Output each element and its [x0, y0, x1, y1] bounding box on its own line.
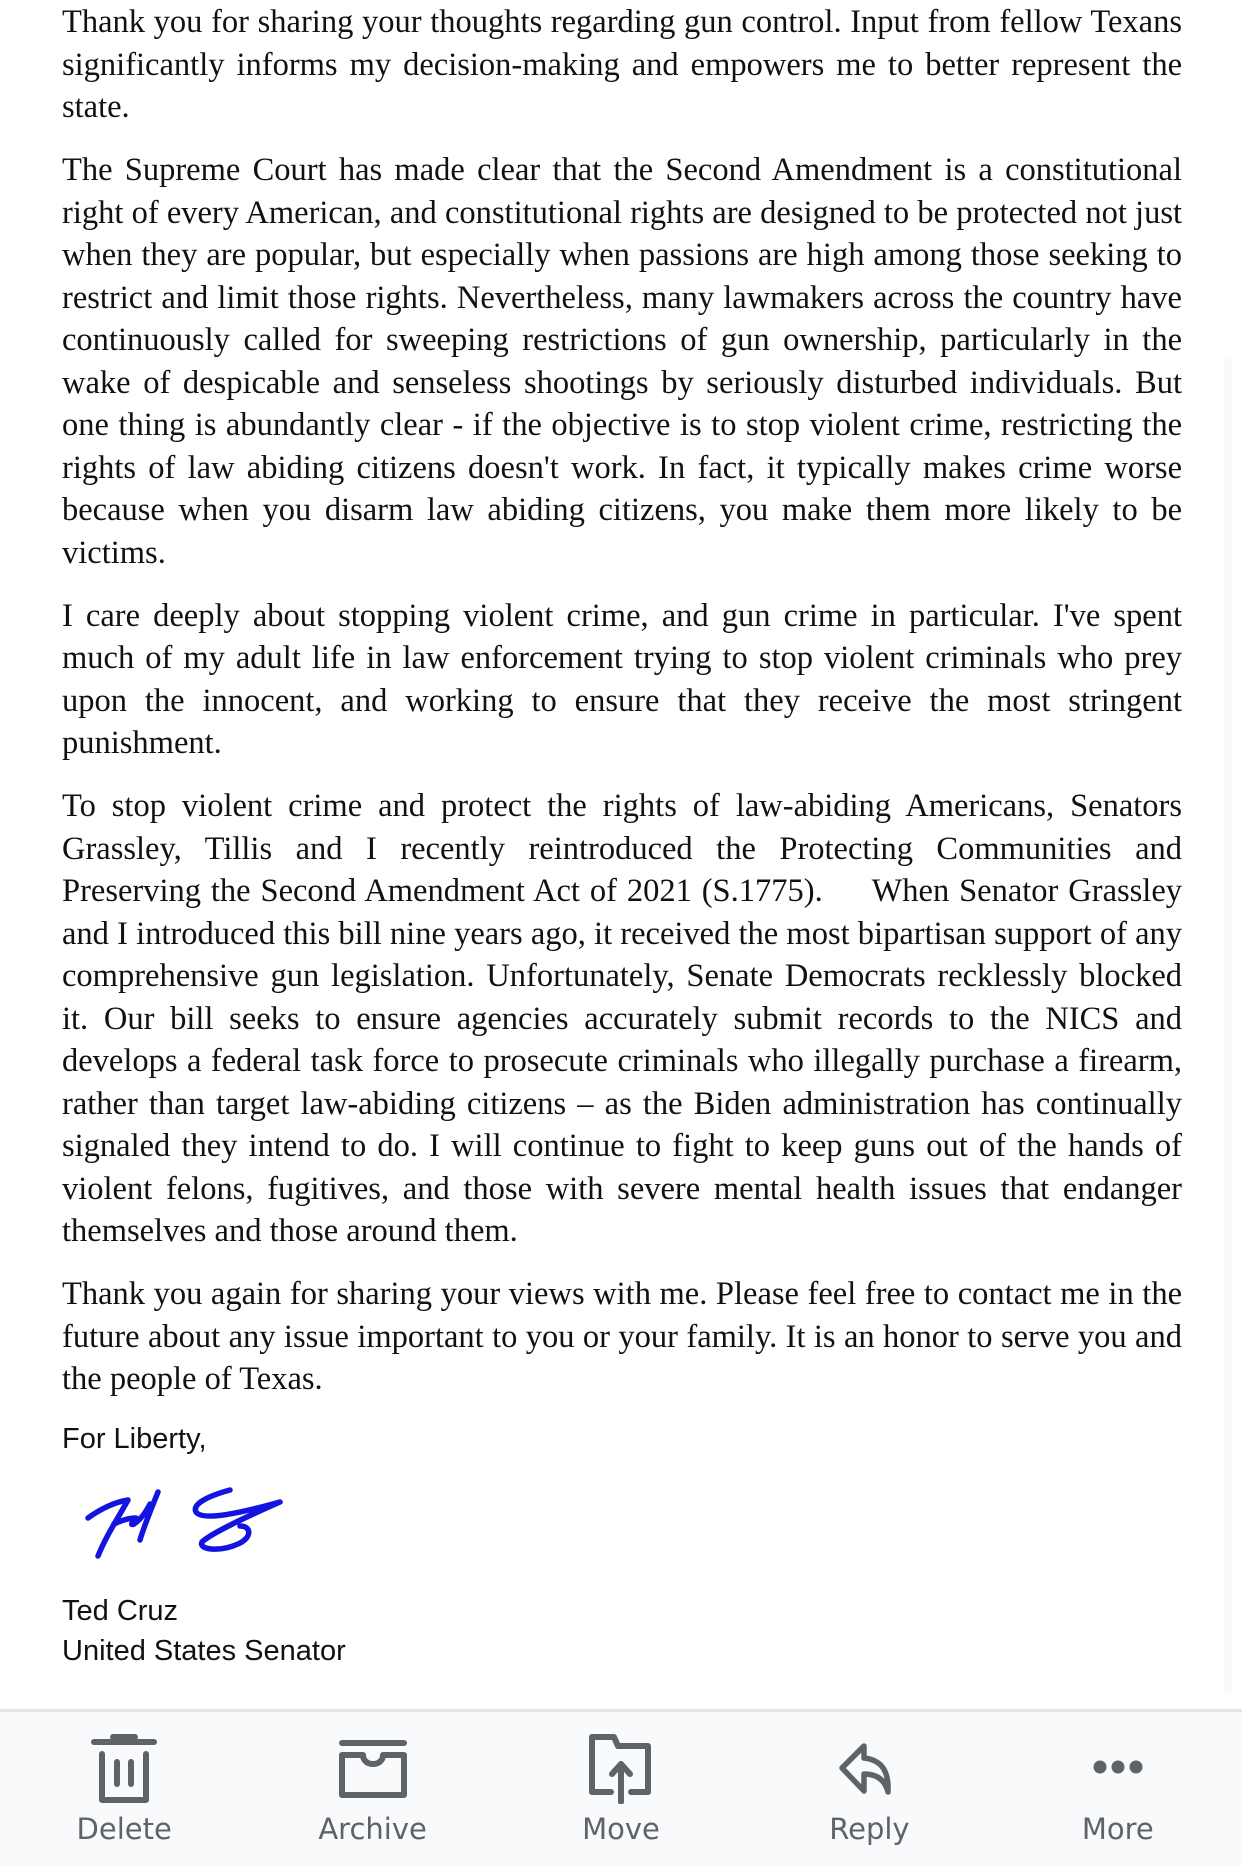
reply-button[interactable] [745, 1712, 993, 1866]
archive-tray-icon [333, 1734, 413, 1804]
email-paragraph: I care deeply about stopping violent crime, and gun crime in particular. I've spent much of my adult life in law enforcement trying to stop violent criminals who prey upon the innocent, and working to ensure that they receive the most stringent punishment. [62, 597, 1182, 761]
archive-button[interactable] [248, 1712, 496, 1866]
more-button[interactable] [994, 1712, 1242, 1866]
email-action-toolbar [0, 1712, 1242, 1866]
handwritten-signature-icon [80, 1482, 286, 1568]
delete-button[interactable] [0, 1712, 248, 1866]
signature-image [80, 1482, 286, 1568]
delete-label: Delete [76, 1812, 172, 1846]
reply-arrow-icon [829, 1734, 909, 1804]
sender-name: Ted Cruz [62, 1595, 179, 1627]
sender-title: United States Senator [62, 1635, 346, 1667]
email-paragraph: Thank you for sharing your thoughts regarding gun control. Input from fellow Texans significantly informs my decision-making and empowers me to better represent the state. [62, 4, 1182, 125]
move-label: Move [582, 1812, 660, 1846]
more-dots-icon [1078, 1734, 1158, 1804]
more-label: More [1081, 1812, 1154, 1846]
email-paragraph: The Supreme Court has made clear that the Second Amendment is a constitutional right of every American, and constitutional rights are designed to be protected not just when they are popular, but especially when passions are high among those seeking to restrict and limit those rights. Nevertheless, many lawmakers across the country have continuously called for sweeping restrictions of gun ownership, particularly in the wake of despicable and senseless shootings by seriously disturbed individuals. But one thing is abundantly clear - if the objective is to stop violent crime, restricting the rights of law abiding citizens doesn't work. In fact, it typically makes crime worse because when you disarm law abiding citizens, you make them more likely to be victims. [62, 152, 1182, 571]
closing-salutation: For Liberty, [62, 1423, 207, 1455]
sender-signature-block [62, 1591, 346, 1671]
archive-label: Archive [318, 1812, 427, 1846]
email-paragraph: Thank you again for sharing your views with me. Please feel free to contact me in the future about any issue important to you or your family. It is an honor to serve you and the people of Texas. [62, 1276, 1182, 1397]
move-button[interactable] [497, 1712, 745, 1866]
email-paragraph: To stop violent crime and protect the rights of law-abiding Americans, Senators Grassley, Tillis and I recently reintroduced the Protecting Communities and Preserving the Second Amendment Act of 2021 (S.1775). When Senator Grassley and I introduced this bill nine years ago, it received the most bipartisan support of any comprehensive gun legislation. Unfortunately, Senate Democrats recklessly blocked it. Our bill seeks to ensure agencies accurately submit records to the NICS and develops a federal task force to prosecute criminals who illegally purchase a firearm, rather than target law-abiding citizens – as the Biden administration has continually signaled they intend to do. I will continue to fight to keep guns out of the hands of violent felons, fugitives, and those with severe mental health issues that endanger themselves and those around them. [62, 788, 1191, 1249]
reply-label: Reply [829, 1812, 910, 1846]
trash-icon [84, 1734, 164, 1804]
scrollbar[interactable] [1224, 355, 1232, 1695]
email-body [62, 0, 1191, 1421]
folder-move-icon [581, 1734, 661, 1804]
